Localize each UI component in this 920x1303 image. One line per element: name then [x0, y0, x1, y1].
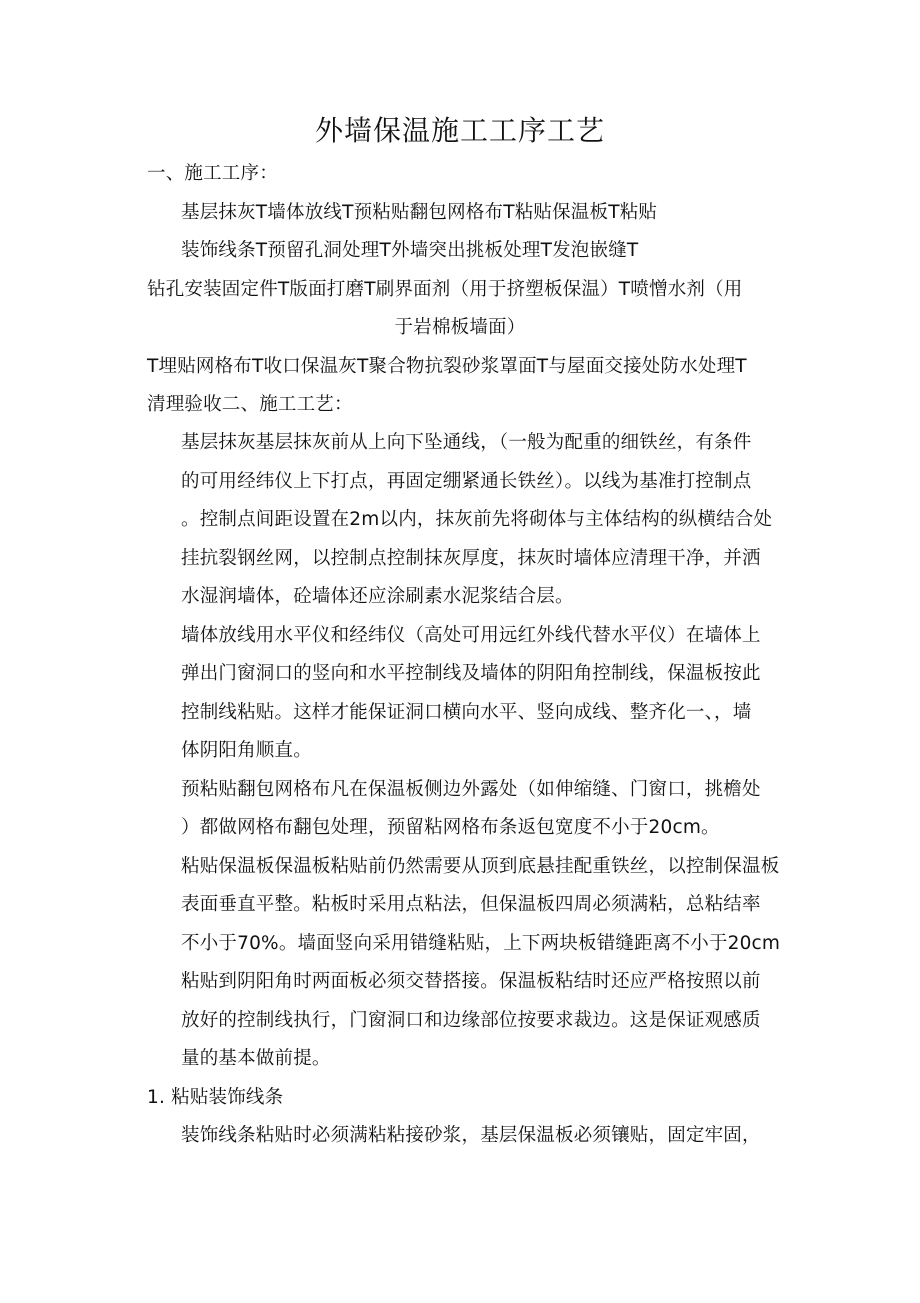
text-line: 挂抗裂钢丝网，以控制点控制抹灰厚度，抹灰时墙体应清理干净，并洒: [181, 548, 761, 569]
text-line: 不小于70%。墙面竖向采用错缝粘贴，上下两块板错缝距离不小于20cm: [181, 933, 781, 954]
text-line: 。控制点间距设置在2m以内，抹灰前先将砌体与主体结构的纵横结合处: [181, 509, 773, 530]
text-line: 预粘贴翻包网格布凡在保温板侧边外露处（如伸缩缝、门窗口，挑檐处: [181, 779, 761, 800]
text-line: 控制线粘贴。这样才能保证洞口横向水平、竖向成线、整齐化一、，墙: [181, 702, 752, 723]
text-line: 量的基本做前提。: [181, 1048, 331, 1069]
text-line: 水湿润墙体，砼墙体还应涂刷素水泥浆结合层。: [181, 586, 574, 607]
numbered-heading: 1. 粘贴装饰线条: [147, 1087, 284, 1108]
text-line: T埋贴网格布T收口保温灰T聚合物抗裂砂浆罩面T与屋面交接处防水处理T: [147, 356, 747, 377]
text-line: 表面垂直平整。粘板时采用点粘法，但保温板四周必须满粘，总粘结率: [181, 894, 761, 915]
text-line: 墙体放线用水平仪和经纬仪（高处可用远红外线代替水平仪）在墙体上: [181, 625, 761, 646]
text-line: 钻孔安装固定件T版面打磨T刷界面剂（用于挤塑板保温）T喷憎水剂（用: [147, 279, 743, 300]
text-line: 放好的控制线执行，门窗洞口和边缘部位按要求裁边。这是保证观感质: [181, 1010, 761, 1031]
text-line: 粘贴到阴阳角时两面板必须交替搭接。保温板粘结时还应严格按照以前: [181, 971, 761, 992]
section-heading-procedure: 一、施工工序：: [147, 163, 278, 184]
text-line: 基层抹灰T墙体放线T预粘贴翻包网格布T粘贴保温板T粘贴: [181, 202, 658, 223]
text-line: ）都做网格布翻包处理，预留粘网格布条返包宽度不小于20cm。: [181, 817, 720, 838]
text-line: 装饰线条粘贴时必须满粘粘接砂浆，基层保温板必须镶贴，固定牢固，: [181, 1125, 761, 1146]
section-heading-craft: 清理验收二、施工工艺：: [147, 394, 353, 415]
text-line: 体阴阳角顺直。: [181, 740, 312, 761]
text-line: 装饰线条T预留孔洞处理T外墙突出挑板处理T发泡嵌缝T: [181, 240, 639, 261]
text-line: 弹出门窗洞口的竖向和水平控制线及墙体的阴阳角控制线，保温板按此: [181, 663, 761, 684]
text-line: 于岩棉板墙面）: [394, 317, 526, 338]
document-title: 外墙保温施工工序工艺: [314, 114, 605, 147]
text-line: 的可用经纬仪上下打点，再固定绷紧通长铁丝）。以线为基准打控制点: [181, 471, 752, 492]
text-line: 粘贴保温板保温板粘贴前仍然需要从顶到底悬挂配重铁丝，以控制保温板: [181, 856, 780, 877]
text-line: 基层抹灰基层抹灰前从上向下坠通线，（一般为配重的细铁丝，有条件: [181, 432, 752, 453]
